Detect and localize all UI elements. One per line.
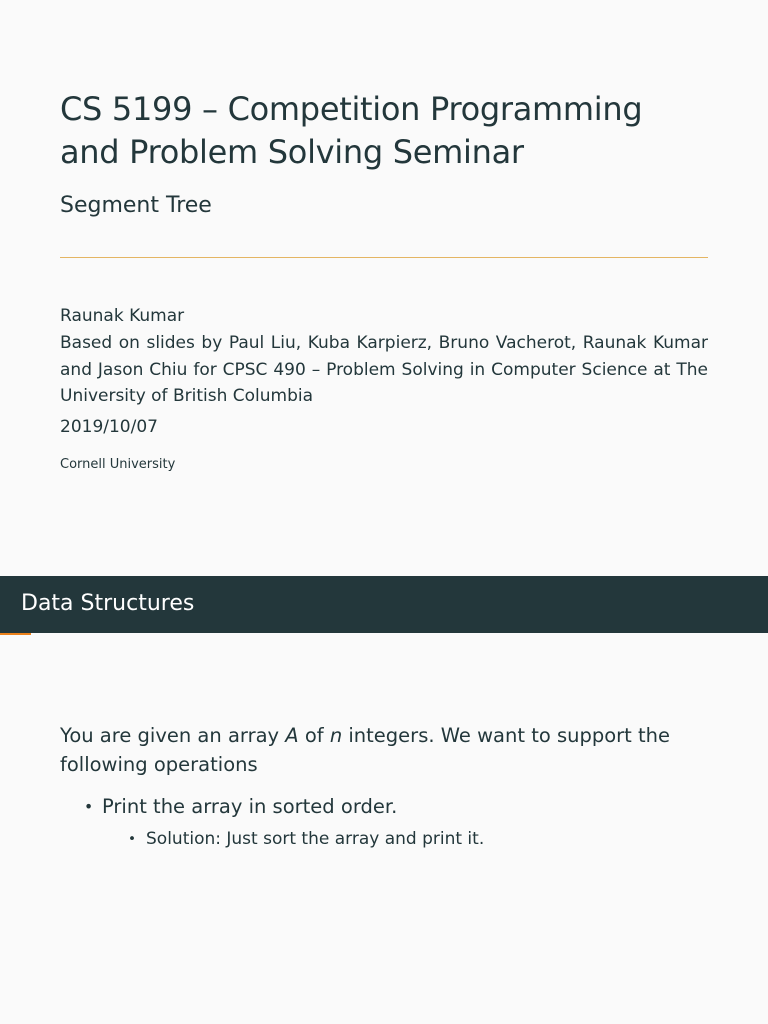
title-line-2: and Problem Solving Seminar [60,133,524,171]
title-line-1: CS 5199 – Competition Programming [60,90,643,128]
title-divider [60,257,708,258]
bullet-icon: • [84,798,94,816]
sub-bullet-text: Solution: Just sort the array and print it. [146,829,485,849]
variable-n: n [329,724,343,747]
intro-text-3: integers. We want to support the following operations [60,724,671,776]
sub-bullet-item [128,827,484,851]
intro-paragraph [60,721,700,779]
author: Raunak Kumar [60,306,185,326]
date: 2019/10/07 [60,417,158,437]
presentation-title [60,88,720,174]
variable-a: A [285,724,299,747]
frame-title: Data Structures [21,591,195,616]
bullet-item [84,793,397,821]
presentation-subtitle: Segment Tree [60,193,212,218]
intro-text-2: of [298,724,330,747]
intro-text-1: You are given an array [60,724,286,747]
institute: Cornell University [60,457,176,472]
content-slide [0,576,768,1024]
sub-bullet-icon: • [128,831,137,847]
credits: Based on slides by Paul Liu, Kuba Karpierz, Bruno Vacherot, Raunak Kumar and Jason Chiu for CPSC 490 – Problem Solving in Computer Science at The University of British Columbia [60,333,708,406]
progress-bar [0,633,31,635]
bullet-text: Print the array in sorted order. [102,795,398,818]
frame-title-bar [0,576,768,633]
